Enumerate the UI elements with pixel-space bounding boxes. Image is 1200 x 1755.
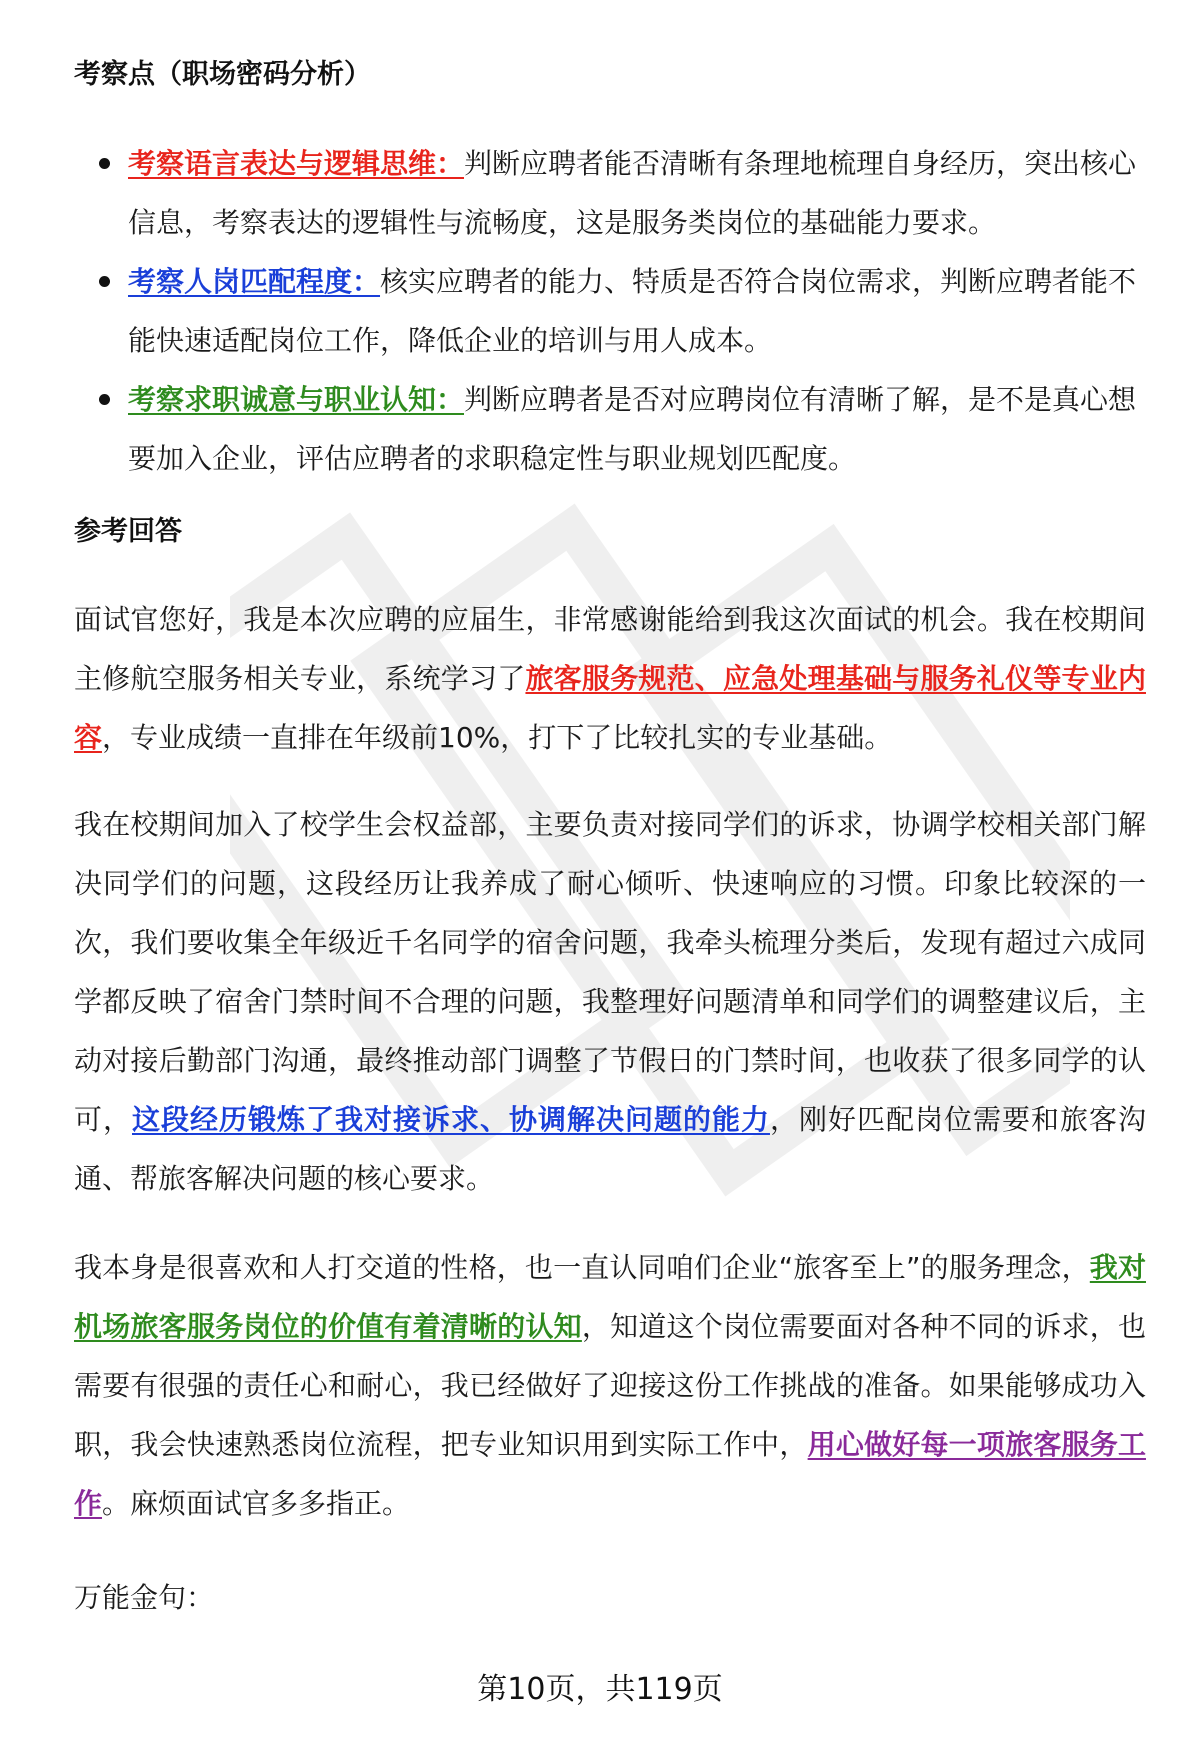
- bullet-highlight: 考察求职诚意与职业认知：: [128, 383, 465, 416]
- paragraph-text: 面试官您好，我是本次应聘的应届生，非常感谢能给到我这次面试的机会。我在校期间主修航空服务相关专业，系统学习了: [74, 603, 1146, 695]
- section-heading: 考察点（职场密码分析）: [74, 59, 371, 90]
- page-footer: 第10页，共119页: [477, 1672, 723, 1707]
- answer-paragraph-1: [74, 590, 1146, 767]
- paragraph-highlight: 这段经历锻炼了我对接诉求、协调解决问题的能力: [132, 1103, 770, 1136]
- paragraph-text: 。麻烦面试官多多指正。: [102, 1487, 411, 1520]
- list-item: [74, 370, 1144, 488]
- bullet-highlight: 考察语言表达与逻辑思维：: [128, 147, 465, 180]
- bullet-icon: [99, 394, 110, 405]
- bullet-text: 判断应聘者是否对应聘岗位有清晰了解，是不是真心想要加入企业，评估应聘者的求职稳定性与职业规划匹配度。: [128, 383, 1137, 475]
- answer-paragraph-2: [74, 795, 1146, 1208]
- answer-paragraph-3: [74, 1238, 1146, 1533]
- paragraph-highlight: 用心做好每一项旅客服务工作: [74, 1428, 1146, 1520]
- answer-heading: 参考回答: [74, 516, 182, 547]
- paragraph-text: 我本身是很喜欢和人打交道的性格，也一直认同咱们企业“旅客至上”的服务理念，: [74, 1251, 1090, 1284]
- list-item: [74, 134, 1144, 252]
- paragraph-text: 我在校期间加入了校学生会权益部，主要负责对接同学们的诉求，协调学校相关部门解决同学们的问题，这段经历让我养成了耐心倾听、快速响应的习惯。印象比较深的一次，我们要收集全年级近千名同学的宿舍问题，我牵头梳理分类后，发现有超过六成同学都反映了宿舍门禁时间不合理的问题，我整理好问题清单和同学们的调整建议后，主动对接后勤部门沟通，最终推动部门调整了节假日的门禁时间，也收获了很多同学的认可，: [74, 808, 1146, 1136]
- paragraph-highlight: 我对机场旅客服务岗位的价值有着清晰的认知: [74, 1251, 1146, 1343]
- paragraph-highlight: 旅客服务规范、应急处理基础与服务礼仪等专业内容: [74, 662, 1146, 754]
- paragraph-text: ，专业成绩一直排在年级前10%，打下了比较扎实的专业基础。: [102, 721, 893, 754]
- bullet-text: 判断应聘者能否清晰有条理地梳理自身经历，突出核心信息，考察表达的逻辑性与流畅度，这是服务类岗位的基础能力要求。: [128, 147, 1137, 239]
- bullet-icon: [99, 158, 110, 169]
- bullet-text: 核实应聘者的能力、特质是否符合岗位需求，判断应聘者能不能快速适配岗位工作，降低企业的培训与用人成本。: [128, 265, 1137, 357]
- paragraph-text: ，知道这个岗位需要面对各种不同的诉求，也需要有很强的责任心和耐心，我已经做好了迎接这份工作挑战的准备。如果能够成功入职，我会快速熟悉岗位流程，把专业知识用到实际工作中，: [74, 1310, 1146, 1461]
- bullet-highlight: 考察人岗匹配程度：: [128, 265, 381, 298]
- bullet-icon: [99, 276, 110, 287]
- assessment-points-list: [74, 134, 1144, 488]
- paragraph-text: ，刚好匹配岗位需要和旅客沟通、帮旅客解决问题的核心要求。: [74, 1103, 1146, 1195]
- closing-label: 万能金句：: [74, 1581, 215, 1614]
- list-item: [74, 252, 1144, 370]
